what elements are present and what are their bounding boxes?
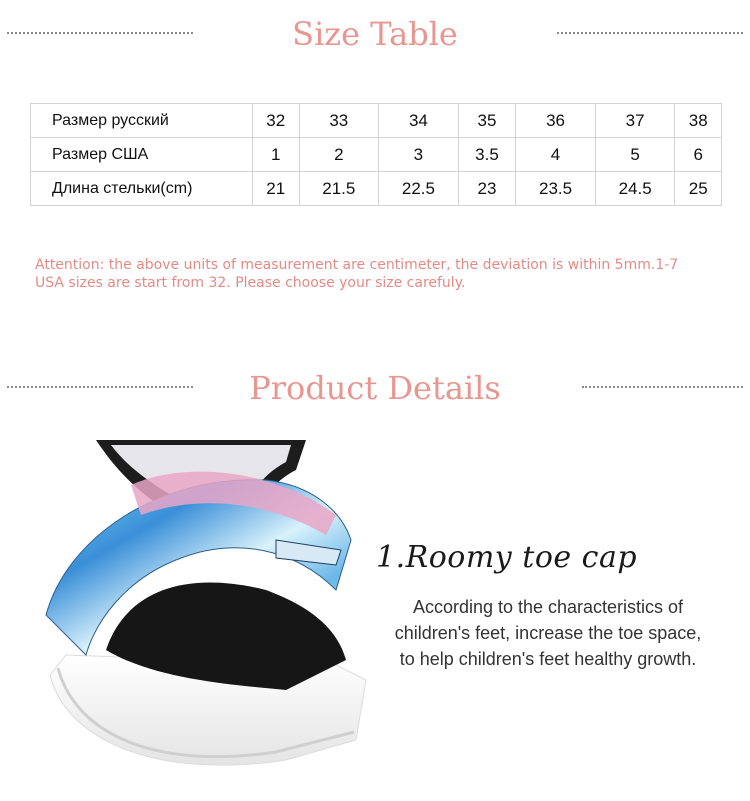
table-row bbox=[31, 138, 722, 172]
table-row bbox=[31, 172, 722, 206]
table-row bbox=[31, 104, 722, 138]
table-cell: 6 bbox=[675, 138, 722, 172]
row-label: Размер русский bbox=[31, 104, 253, 138]
table-cell: 33 bbox=[299, 104, 379, 138]
table-cell: 1 bbox=[253, 138, 300, 172]
table-cell: 3.5 bbox=[458, 138, 516, 172]
row-label: Длина стельки(cm) bbox=[31, 172, 253, 206]
table-cell: 5 bbox=[595, 138, 675, 172]
table-cell: 35 bbox=[458, 104, 516, 138]
sandal-product-image bbox=[36, 440, 366, 785]
product-details-header bbox=[0, 368, 750, 408]
size-table-header bbox=[0, 14, 750, 54]
table-cell: 32 bbox=[253, 104, 300, 138]
table-cell: 3 bbox=[379, 138, 459, 172]
feature-description-line: According to the characteristics of bbox=[412, 597, 684, 617]
table-cell: 37 bbox=[595, 104, 675, 138]
feature-description-line: to help children's feet healthy growth. bbox=[399, 649, 697, 669]
size-table-title: Size Table bbox=[292, 15, 458, 53]
size-note bbox=[35, 256, 735, 292]
table-cell: 36 bbox=[516, 104, 596, 138]
size-note-line: Attention: the above units of measurement are centimeter, the deviation is within 5mm.1-7 bbox=[35, 257, 679, 273]
table-cell: 4 bbox=[516, 138, 596, 172]
table-cell: 23 bbox=[458, 172, 516, 206]
sandal-icon bbox=[36, 440, 366, 785]
table-cell: 24.5 bbox=[595, 172, 675, 206]
dotted-divider-right bbox=[582, 386, 743, 388]
product-details-title: Product Details bbox=[249, 369, 501, 407]
feature-description bbox=[370, 594, 726, 672]
table-cell: 25 bbox=[675, 172, 722, 206]
feature-description-line: children's feet, increase the toe space, bbox=[394, 623, 702, 643]
size-table bbox=[30, 103, 722, 206]
row-label: Размер США bbox=[31, 138, 253, 172]
table-cell: 22.5 bbox=[379, 172, 459, 206]
table-cell: 34 bbox=[379, 104, 459, 138]
table-cell: 21.5 bbox=[299, 172, 379, 206]
table-cell: 21 bbox=[253, 172, 300, 206]
size-note-line: USA sizes are start from 32. Please choose your size carefuly. bbox=[35, 275, 466, 291]
feature-title: 1.Roomy toe cap bbox=[376, 540, 638, 575]
table-cell: 23.5 bbox=[516, 172, 596, 206]
dotted-divider-right bbox=[557, 32, 743, 34]
table-cell: 38 bbox=[675, 104, 722, 138]
table-cell: 2 bbox=[299, 138, 379, 172]
